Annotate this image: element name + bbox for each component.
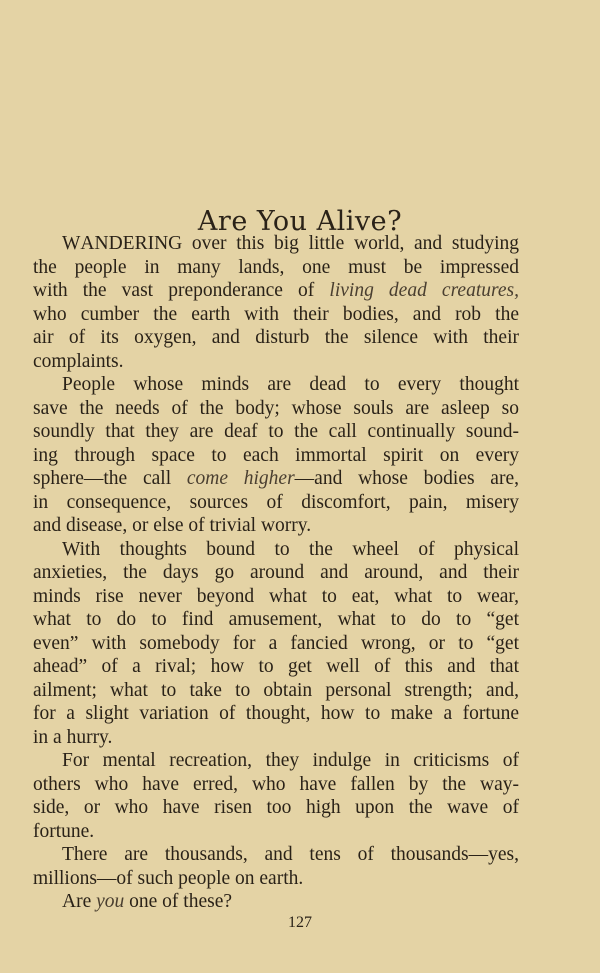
text-segment: anxieties, the days go around and around, and their: [33, 562, 519, 583]
text-segment: ailment; what to take to obtain personal strength; and,: [33, 679, 519, 701]
text-segment: in a hurry.: [33, 726, 113, 748]
paragraph: [33, 538, 519, 750]
italic-text: living dead creatures,: [329, 280, 519, 301]
italic-text: come higher: [186, 468, 295, 489]
text-segment: ahead” of a rival; how to get well of this and that: [33, 656, 519, 677]
text-line: [33, 514, 519, 538]
text-segment: others who have erred, who have fallen by the way-: [33, 773, 519, 795]
text-line: [33, 420, 519, 444]
text-segment: with the vast preponderance of: [33, 280, 330, 301]
chapter-body: [33, 232, 519, 914]
text-segment: for a slight variation of thought, how to make a fortune: [33, 703, 519, 724]
text-line: [33, 796, 519, 820]
text-line: [33, 655, 519, 679]
text-segment: soundly that they are deaf to the call continually sound-: [33, 421, 519, 442]
text-line: [33, 608, 519, 632]
paragraph: [33, 890, 519, 914]
text-line: [33, 350, 519, 374]
text-line: [33, 326, 519, 350]
text-segment: W: [62, 233, 81, 254]
text-segment: ing through space to each immortal spirit on every: [33, 444, 519, 466]
text-line: [33, 303, 519, 327]
text-segment: People whose minds are dead to every thought: [62, 374, 519, 395]
text-line: [33, 373, 519, 397]
text-segment: millions—of such people on earth.: [33, 867, 304, 889]
text-segment: save the needs of the body; whose souls are asleep so: [33, 397, 519, 419]
italic-text: you: [96, 891, 125, 912]
text-line: [33, 890, 519, 914]
text-segment: fortune.: [33, 820, 95, 842]
text-line: [33, 467, 519, 491]
text-line: [33, 232, 519, 256]
text-segment: what to do to find amusement, what to do to “get: [33, 609, 519, 630]
text-segment: in consequence, sources of discomfort, pain, misery: [33, 491, 519, 513]
text-line: [33, 397, 519, 421]
paragraph: [33, 373, 519, 538]
chapter-title: Are You Alive?: [197, 206, 403, 238]
text-line: [33, 679, 519, 703]
text-segment: who cumber the earth with their bodies, and rob the: [33, 303, 519, 325]
text-line: [33, 256, 519, 280]
text-segment: Are: [62, 891, 97, 912]
text-line: [33, 773, 519, 797]
paragraph: [33, 843, 519, 890]
text-segment: and disease, or else of trivial worry.: [33, 515, 312, 536]
text-line: [33, 867, 519, 891]
text-segment: ANDERING: [80, 233, 183, 254]
text-line: [33, 491, 519, 515]
text-segment: even” with somebody for a fancied wrong, or to “get: [33, 632, 519, 654]
paragraph: [33, 232, 519, 373]
text-line: [33, 843, 519, 867]
text-segment: —and whose bodies are,: [294, 468, 519, 489]
text-line: [33, 749, 519, 773]
text-segment: sphere—the call: [33, 468, 187, 489]
page-number: 127: [288, 914, 312, 931]
text-segment: over this big little world, and studying: [182, 233, 519, 254]
text-segment: air of its oxygen, and disturb the silence with their: [33, 327, 519, 348]
text-line: [33, 820, 519, 844]
text-line: [33, 561, 519, 585]
text-segment: For mental recreation, they indulge in criticisms of: [62, 750, 519, 771]
text-line: [33, 444, 519, 468]
text-segment: side, or who have risen too high upon the wave of: [33, 797, 519, 818]
text-segment: With thoughts bound to the wheel of physical: [62, 538, 519, 560]
text-line: [33, 585, 519, 609]
text-segment: There are thousands, and tens of thousands—yes,: [62, 844, 519, 865]
text-segment: complaints.: [33, 350, 124, 372]
text-segment: one of these?: [124, 891, 233, 912]
text-line: [33, 279, 519, 303]
text-line: [33, 538, 519, 562]
text-line: [33, 726, 519, 750]
text-segment: the people in many lands, one must be impressed: [33, 256, 519, 278]
text-line: [33, 702, 519, 726]
text-segment: minds rise never beyond what to eat, what to wear,: [33, 585, 519, 607]
paragraph: [33, 749, 519, 843]
text-line: [33, 632, 519, 656]
